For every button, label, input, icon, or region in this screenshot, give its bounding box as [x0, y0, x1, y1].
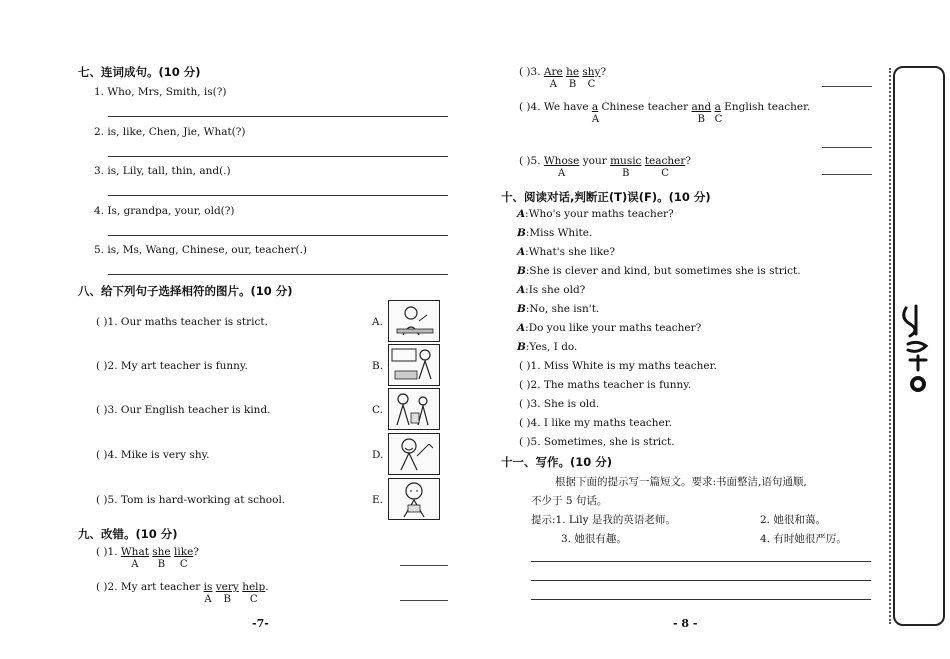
- writing-line-3[interactable]: [531, 599, 871, 600]
- section7-title: 七、连词成句。(10 分): [78, 65, 201, 79]
- s9-q4-suffix: English teacher.: [720, 101, 811, 113]
- s9-item-3: [519, 66, 607, 90]
- s9-q4-mid: Chinese teacher: [598, 101, 692, 113]
- s9-q4-letter-b: B: [697, 114, 706, 125]
- s8-item-1: ( )1. Our maths teacher is strict.: [96, 316, 268, 328]
- s9-q1-letter-a: A: [131, 559, 139, 570]
- s7-item-2: 2. is, like, Chen, Jie, What(?): [94, 126, 246, 138]
- left-page: [70, 0, 455, 659]
- dialogue-text: :Do you like your maths teacher?: [525, 322, 702, 334]
- s9-q2-answer-line[interactable]: [400, 600, 448, 601]
- s10-item-5: ( )5. Sometimes, she is strict.: [519, 436, 675, 448]
- s9-q4-word-c: a: [714, 101, 721, 113]
- s9-q1-word-b: she: [152, 546, 171, 558]
- s10-item-1: ( )1. Miss White is my maths teacher.: [519, 360, 717, 372]
- picture-label-c: C.: [372, 404, 383, 416]
- section11-title: 十一、写作。(10 分): [501, 455, 613, 469]
- s9-item-1: [96, 546, 199, 570]
- s9-q1-word-c: like: [174, 546, 194, 558]
- writing-hint-1: 提示:1. Lily 是我的英语老师。: [531, 514, 676, 526]
- s9-q4-letter-c: C: [714, 114, 723, 125]
- s9-q1-prefix: ( )1.: [96, 546, 121, 558]
- s9-q1-letter-b: B: [157, 559, 166, 570]
- dialogue-text: :What's she like?: [525, 246, 615, 258]
- s9-q5-letter-b: B: [622, 168, 630, 179]
- speaker: A: [517, 246, 526, 258]
- speaker: B: [517, 227, 526, 239]
- picture-label-d: D.: [372, 449, 384, 461]
- speaker: B: [517, 303, 526, 315]
- section10-title: 十、阅读对话,判断正(T)误(F)。(10 分): [501, 190, 711, 204]
- s9-q5-answer-line[interactable]: [822, 174, 872, 175]
- s7-answer-line-2[interactable]: [108, 156, 448, 157]
- picture-teacher-at-board: [388, 344, 440, 386]
- dialogue-text: :Miss White.: [525, 227, 593, 239]
- s9-q2-word-b: very: [215, 581, 239, 593]
- picture-boy-with-book: [388, 478, 440, 520]
- s10-item-4: ( )4. I like my maths teacher.: [519, 417, 672, 429]
- dialogue-text: :Is she old?: [525, 284, 586, 296]
- s9-q2-prefix: ( )2. My art teacher: [96, 581, 204, 593]
- writing-line-2[interactable]: [531, 580, 871, 581]
- s7-item-1: 1. Who, Mrs, Smith, is(?): [94, 86, 227, 98]
- dialogue-text: :Who's your maths teacher?: [525, 208, 674, 220]
- s8-item-2: ( )2. My art teacher is funny.: [96, 360, 248, 372]
- s9-q5-letter-c: C: [661, 168, 669, 179]
- brand-logo: [896, 300, 938, 395]
- speaker: A: [517, 208, 526, 220]
- picture-label-e: E.: [372, 494, 384, 506]
- s9-q4-word-b: and: [691, 101, 712, 113]
- dialogue-line-8: [517, 341, 577, 353]
- s7-answer-line-1[interactable]: [108, 116, 448, 117]
- s9-item-2: [96, 581, 269, 605]
- page-number-right: - 8 -: [673, 617, 698, 630]
- s9-q3-letter-c: C: [587, 79, 596, 90]
- s7-answer-line-3[interactable]: [108, 195, 448, 196]
- s9-q5-word-a: Whose: [543, 155, 580, 167]
- s9-item-5: [519, 155, 692, 179]
- speaker: A: [517, 284, 526, 296]
- s9-q2-word-c: help: [242, 581, 266, 593]
- speaker: B: [517, 341, 526, 353]
- section9-title: 九、改错。(10 分): [78, 527, 178, 541]
- s9-q3-word-a: Are: [543, 66, 563, 78]
- s9-q3-word-c: shy: [582, 66, 601, 78]
- s7-item-3: 3. is, Lily, tall, thin, and(.): [94, 165, 231, 177]
- picture-label-a: A.: [372, 316, 383, 328]
- picture-teacher-at-desk: [388, 300, 440, 342]
- s9-q5-suffix: ?: [685, 155, 692, 167]
- section8-title: 八、给下列句子选择相符的图片。(10 分): [78, 284, 293, 298]
- writing-line-1[interactable]: [531, 561, 871, 562]
- s9-q3-suffix: ?: [600, 66, 607, 78]
- writing-instruction-1: 根据下面的提示写一篇短文。要求:书面整洁,语句通顺,: [555, 476, 807, 488]
- s7-item-5: 5. is, Ms, Wang, Chinese, our, teacher(.): [94, 244, 308, 256]
- side-ornament-border: [889, 68, 893, 624]
- s9-q1-answer-line[interactable]: [400, 565, 448, 566]
- picture-label-b: B.: [372, 360, 384, 372]
- s7-item-4: 4. Is, grandpa, your, old(?): [94, 205, 235, 217]
- page-number-left: -7-: [252, 617, 269, 630]
- s9-q3-letter-a: A: [549, 79, 557, 90]
- s9-q5-word-b: music: [610, 155, 642, 167]
- s9-q5-prefix: ( )5.: [519, 155, 544, 167]
- dialogue-line-5: [517, 284, 585, 296]
- s10-item-3: ( )3. She is old.: [519, 398, 600, 410]
- writing-hint-4: 4. 有时她很严厉。: [760, 533, 847, 545]
- s9-q5-word-c: teacher: [644, 155, 686, 167]
- writing-hint-3: 3. 她很有趣。: [561, 533, 627, 545]
- speaker: B: [517, 265, 526, 277]
- picture-funny-teacher: [388, 433, 440, 475]
- s7-answer-line-4[interactable]: [108, 235, 448, 236]
- dialogue-text: :She is clever and kind, but sometimes she is strict.: [525, 265, 801, 277]
- s9-q3-prefix: ( )3.: [519, 66, 544, 78]
- dialogue-text: :No, she isn't.: [525, 303, 600, 315]
- s9-q5-letter-a: A: [558, 168, 566, 179]
- dialogue-line-6: [517, 303, 599, 315]
- s8-item-4: ( )4. Mike is very shy.: [96, 449, 210, 461]
- s9-q2-suffix: .: [265, 581, 269, 593]
- s9-q4-answer-line[interactable]: [822, 147, 872, 148]
- s9-item-4: [519, 101, 811, 125]
- right-page: [495, 0, 880, 659]
- s9-q4-letter-a: A: [591, 114, 600, 125]
- s9-q3-answer-line[interactable]: [822, 86, 872, 87]
- writing-instruction-2: 不少于 5 句话。: [531, 495, 608, 507]
- s9-q3-word-b: he: [566, 66, 580, 78]
- picture-teacher-with-students: [388, 388, 440, 430]
- s9-q2-letter-c: C: [249, 594, 258, 605]
- s10-item-2: ( )2. The maths teacher is funny.: [519, 379, 692, 391]
- s9-q2-word-a: is: [203, 581, 213, 593]
- s7-answer-line-5[interactable]: [108, 274, 448, 275]
- dialogue-line-3: [517, 246, 615, 258]
- s9-q5-mid1: your: [579, 155, 611, 167]
- s9-q2-letter-a: A: [204, 594, 212, 605]
- s8-item-5: ( )5. Tom is hard-working at school.: [96, 494, 286, 506]
- s9-q3-letter-b: B: [568, 79, 577, 90]
- s9-q4-prefix: ( )4. We have: [519, 101, 592, 113]
- s9-q2-letter-b: B: [223, 594, 231, 605]
- s9-q4-word-a: a: [591, 101, 599, 113]
- s9-q1-word-a: What: [120, 546, 149, 558]
- s8-item-3: ( )3. Our English teacher is kind.: [96, 404, 271, 416]
- speaker: A: [517, 322, 526, 334]
- s9-q1-suffix: ?: [193, 546, 199, 558]
- dialogue-line-4: [517, 265, 801, 277]
- writing-hint-2: 2. 她很和蔼。: [760, 514, 826, 526]
- s9-q1-letter-c: C: [179, 559, 188, 570]
- dialogue-text: :Yes, I do.: [525, 341, 578, 353]
- dialogue-line-7: [517, 322, 701, 334]
- dialogue-line-2: [517, 227, 592, 239]
- dialogue-line-1: [517, 208, 674, 220]
